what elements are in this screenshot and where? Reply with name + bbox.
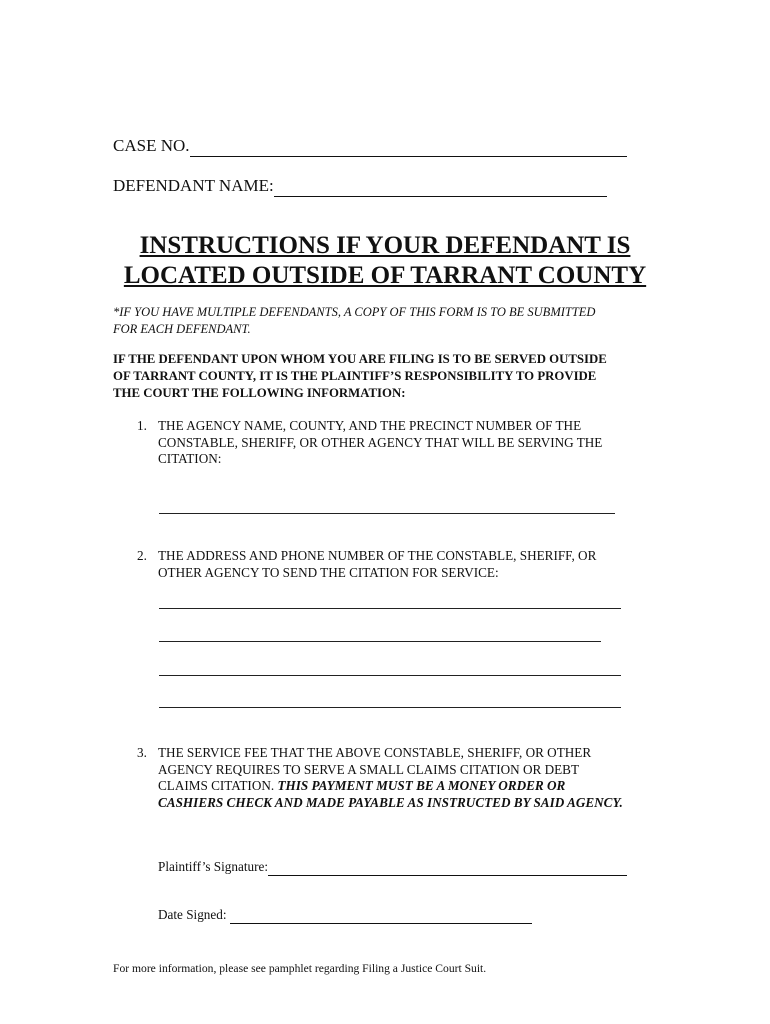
item-1-line-2: CONSTABLE, SHERIFF, OR OTHER AGENCY THAT WILL BE SERVING THE xyxy=(158,434,603,450)
plaintiff-signature-field xyxy=(158,859,627,876)
item-3-plain-text: CLAIMS CITATION. xyxy=(158,778,278,793)
item-1-line-1: THE AGENCY NAME, COUNTY, AND THE PRECINCT NUMBER OF THE xyxy=(158,418,582,433)
defendant-name-input[interactable] xyxy=(274,176,607,197)
item-2-answer-line-1[interactable] xyxy=(159,608,621,609)
item-1-answer-line[interactable] xyxy=(159,513,615,514)
item-3-line-3 xyxy=(158,778,623,795)
item-3-number: 3. xyxy=(137,745,147,760)
item-1-number: 1. xyxy=(137,418,147,433)
item-2-text xyxy=(158,548,596,581)
date-signed-label: Date Signed: xyxy=(158,907,227,922)
date-signed-input[interactable] xyxy=(230,907,532,924)
footer-note: For more information, please see pamphlet regarding Filing a Justice Court Suit. xyxy=(113,962,487,975)
title-line-2: LOCATED OUTSIDE OF TARRANT COUNTY xyxy=(123,262,647,289)
title-line-1: INSTRUCTIONS IF YOUR DEFENDANT IS xyxy=(139,232,631,259)
item-2-line-1: THE ADDRESS AND PHONE NUMBER OF THE CONSTABLE, SHERIFF, OR xyxy=(158,548,597,563)
case-no-field xyxy=(113,136,627,157)
item-2-answer-line-4[interactable] xyxy=(159,707,621,708)
case-no-input[interactable] xyxy=(190,136,627,157)
item-3-line-2: AGENCY REQUIRES TO SERVE A SMALL CLAIMS CITATION OR DEBT xyxy=(158,761,580,777)
item-3-line-1: THE SERVICE FEE THAT THE ABOVE CONSTABLE, SHERIFF, OR OTHER xyxy=(158,745,592,760)
intro-paragraph xyxy=(113,351,607,402)
intro-line-1: IF THE DEFENDANT UPON WHOM YOU ARE FILING IS TO BE SERVED OUTSIDE xyxy=(113,352,607,366)
multiple-defendants-note xyxy=(113,304,595,338)
date-signed-field xyxy=(158,907,532,924)
item-1-text xyxy=(158,418,602,468)
item-3-line-4: CASHIERS CHECK AND MADE PAYABLE AS INSTRUCTED BY SAID AGENCY. xyxy=(158,794,623,810)
case-no-label: CASE NO. xyxy=(113,136,190,155)
item-3-text xyxy=(158,745,623,811)
defendant-name-label: DEFENDANT NAME: xyxy=(113,176,274,195)
item-2-answer-line-3[interactable] xyxy=(159,675,621,676)
intro-line-2: OF TARRANT COUNTY, IT IS THE PLAINTIFF’S RESPONSIBILITY TO PROVIDE xyxy=(113,369,597,383)
note-line-2: FOR EACH DEFENDANT. xyxy=(113,322,251,336)
defendant-name-field xyxy=(113,176,607,197)
item-1-line-3: CITATION: xyxy=(158,451,222,466)
plaintiff-signature-label: Plaintiff’s Signature: xyxy=(158,859,269,874)
note-line-1: *IF YOU HAVE MULTIPLE DEFENDANTS, A COPY OF THIS FORM IS TO BE SUBMITTED xyxy=(113,305,596,319)
intro-line-3: THE COURT THE FOLLOWING INFORMATION: xyxy=(113,386,406,400)
item-2-answer-line-2[interactable] xyxy=(159,641,601,642)
item-2-number: 2. xyxy=(137,548,147,563)
item-2-line-2: OTHER AGENCY TO SEND THE CITATION FOR SERVICE: xyxy=(158,564,499,580)
payment-requirement-emphasis: THIS PAYMENT MUST BE A MONEY ORDER OR xyxy=(277,778,566,793)
plaintiff-signature-input[interactable] xyxy=(268,859,627,876)
